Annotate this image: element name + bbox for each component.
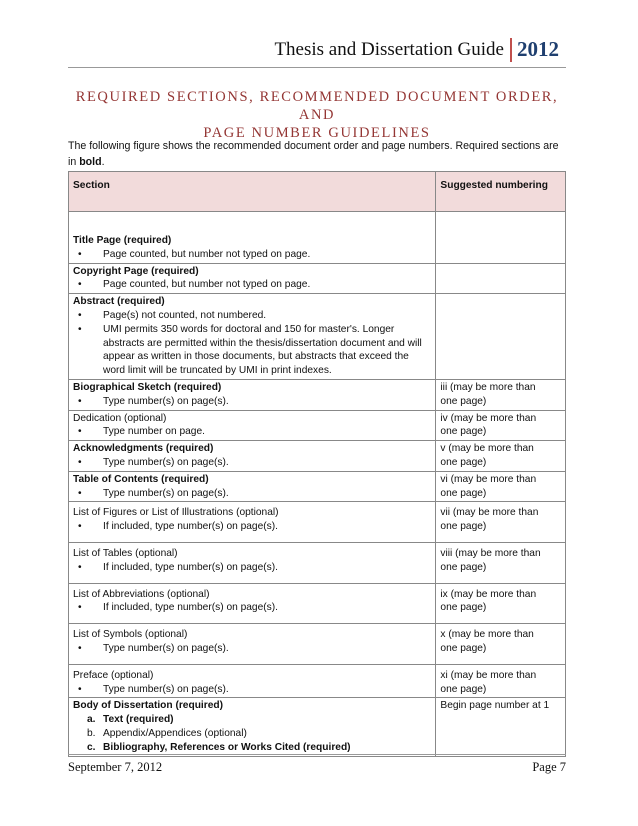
numbering-text: Begin page number at 1 xyxy=(440,700,550,712)
sub-item-letter: c. xyxy=(87,741,96,753)
intro-text: The following figure shows the recommended document order and page numbers. Required sections are in xyxy=(68,140,559,168)
bullet-text: Page counted, but number not typed on page. xyxy=(103,279,311,291)
numbering-cell xyxy=(436,471,566,502)
bullet-item xyxy=(73,642,431,656)
bullet-text: Type number(s) on page(s). xyxy=(103,456,229,468)
bullet-text: Page counted, but number not typed on page. xyxy=(103,248,311,260)
document-order-table xyxy=(68,171,566,757)
intro-paragraph xyxy=(68,138,566,170)
header-title: Thesis and Dissertation Guide xyxy=(274,39,504,60)
section-cell xyxy=(69,698,436,756)
section-cell xyxy=(69,542,436,583)
header-rule xyxy=(68,67,566,68)
numbering-cell xyxy=(436,410,566,441)
sub-item-text: Text (required) xyxy=(103,714,174,726)
numbering-text: vii (may be more than xyxy=(440,507,539,519)
numbering-text: one page) xyxy=(440,456,487,468)
header-divider xyxy=(510,38,512,62)
section-cell xyxy=(69,263,436,294)
bullet-text: Page(s) not counted, not numbered. xyxy=(103,309,267,321)
sub-item-text: Bibliography, References or Works Cited (required) xyxy=(103,741,351,753)
bullet-icon: • xyxy=(78,279,82,291)
bullet-icon: • xyxy=(78,395,82,407)
footer-date: September 7, 2012 xyxy=(68,760,163,774)
numbering-text: one page) xyxy=(440,561,487,573)
section-cell xyxy=(69,441,436,472)
numbering-cell xyxy=(436,664,566,698)
bullet-icon: • xyxy=(78,309,82,321)
table-row xyxy=(69,410,566,441)
section-cell xyxy=(69,294,436,380)
table-row xyxy=(69,624,566,665)
table-row xyxy=(69,379,566,410)
bullet-item xyxy=(73,520,431,534)
table-row xyxy=(69,441,566,472)
section-title: Abstract (required) xyxy=(73,296,165,308)
numbering-cell xyxy=(436,294,566,380)
section-cell xyxy=(69,624,436,665)
numbering-cell xyxy=(436,542,566,583)
section-title: Acknowledgments (required) xyxy=(73,443,214,455)
numbering-cell xyxy=(436,263,566,294)
numbering-cell xyxy=(436,441,566,472)
bullet-text: Type number(s) on page(s). xyxy=(103,487,229,499)
section-title: Title Page (required) xyxy=(73,235,172,246)
header-year: 2012 xyxy=(517,37,559,61)
numbering-cell xyxy=(436,624,566,665)
numbering-text: ix (may be more than xyxy=(440,588,537,600)
sub-item-text: Appendix/Appendices (optional) xyxy=(103,727,247,739)
bullet-item xyxy=(73,456,431,470)
table-row xyxy=(69,471,566,502)
section-title: List of Figures or List of Illustrations (optional) xyxy=(73,507,279,519)
bullet-icon: • xyxy=(78,521,82,533)
footer-page-number: Page 7 xyxy=(532,760,566,774)
table-row xyxy=(69,542,566,583)
footer-rule xyxy=(68,754,566,755)
sub-item xyxy=(73,713,431,727)
bullet-item xyxy=(73,278,431,292)
section-title: Body of Dissertation (required) xyxy=(73,700,223,712)
bullet-item xyxy=(73,395,431,409)
numbering-text: one page) xyxy=(440,426,487,438)
numbering-text: one page) xyxy=(440,683,487,695)
table-row xyxy=(69,698,566,756)
bullet-icon: • xyxy=(78,561,82,573)
bullet-item xyxy=(73,601,431,615)
bullet-item xyxy=(73,683,431,697)
bullet-icon: • xyxy=(78,683,82,695)
numbering-text: iii (may be more than xyxy=(440,381,536,393)
col-header-section: Section xyxy=(69,172,436,212)
bullet-text: Type number(s) on page(s). xyxy=(103,395,229,407)
table-row xyxy=(69,583,566,624)
section-title: Preface (optional) xyxy=(73,669,154,681)
bullet-icon: • xyxy=(78,248,82,260)
table-header-row xyxy=(69,172,566,212)
bullet-item xyxy=(73,487,431,501)
bullet-item xyxy=(73,561,431,575)
bullet-text: UMI permits 350 words for doctoral and 150 for master's. Longer abstracts are permitted within the thesis/dissertation document and will appear as written in those documents, but abstracts that exceed the word limit will be truncated by UMI in print indexes. xyxy=(103,323,422,377)
intro-end: . xyxy=(101,156,105,168)
numbering-text: one page) xyxy=(440,642,487,654)
numbering-text: xi (may be more than xyxy=(440,669,537,681)
section-heading xyxy=(68,88,566,142)
bullet-item xyxy=(73,425,431,439)
section-title: List of Symbols (optional) xyxy=(73,629,188,641)
bullet-icon: • xyxy=(78,426,82,438)
section-title: Biographical Sketch (required) xyxy=(73,381,222,393)
numbering-text: v (may be more than xyxy=(440,443,534,455)
numbering-cell xyxy=(436,212,566,264)
bullet-text: Type number on page. xyxy=(103,426,205,438)
bullet-icon: • xyxy=(78,487,82,499)
bullet-text: If included, type number(s) on page(s). xyxy=(103,602,278,614)
numbering-text: one page) xyxy=(440,521,487,533)
sub-item-letter: a. xyxy=(87,714,96,726)
bullet-text: If included, type number(s) on page(s). xyxy=(103,561,278,573)
numbering-text: vi (may be more than xyxy=(440,473,537,485)
bullet-text: If included, type number(s) on page(s). xyxy=(103,521,278,533)
bullet-icon: • xyxy=(78,323,82,335)
intro-bold: bold xyxy=(79,156,102,168)
table-row xyxy=(69,502,566,543)
bullet-item xyxy=(73,248,431,262)
col-header-numbering: Suggested numbering xyxy=(436,172,566,212)
numbering-cell xyxy=(436,698,566,756)
section-cell xyxy=(69,212,436,264)
numbering-text: viii (may be more than xyxy=(440,547,541,559)
section-cell xyxy=(69,379,436,410)
section-title: Dedication (optional) xyxy=(73,412,167,424)
section-title: Copyright Page (required) xyxy=(73,265,199,277)
section-title: List of Abbreviations (optional) xyxy=(73,588,210,600)
bullet-item xyxy=(73,323,431,378)
bullet-item xyxy=(73,309,431,323)
table-row xyxy=(69,212,566,264)
section-cell xyxy=(69,471,436,502)
numbering-cell xyxy=(436,379,566,410)
page-header xyxy=(0,36,560,64)
numbering-text: iv (may be more than xyxy=(440,412,537,424)
sub-item xyxy=(73,741,431,755)
numbering-text: one page) xyxy=(440,487,487,499)
numbering-text: one page) xyxy=(440,395,487,407)
bullet-icon: • xyxy=(78,456,82,468)
section-title: Table of Contents (required) xyxy=(73,473,209,485)
bullet-icon: • xyxy=(78,642,82,654)
bullet-text: Type number(s) on page(s). xyxy=(103,642,229,654)
table-row xyxy=(69,294,566,380)
table-row xyxy=(69,263,566,294)
sub-item-letter: b. xyxy=(87,727,96,739)
section-cell xyxy=(69,583,436,624)
numbering-text: one page) xyxy=(440,602,487,614)
section-cell xyxy=(69,664,436,698)
bullet-icon: • xyxy=(78,602,82,614)
numbering-cell xyxy=(436,583,566,624)
heading-line-1: REQUIRED SECTIONS, RECOMMENDED DOCUMENT ORDER, AND xyxy=(75,89,559,123)
section-cell xyxy=(69,410,436,441)
numbering-text: x (may be more than xyxy=(440,629,534,641)
bullet-text: Type number(s) on page(s). xyxy=(103,683,229,695)
section-title: List of Tables (optional) xyxy=(73,547,178,559)
section-cell xyxy=(69,502,436,543)
sub-item xyxy=(73,727,431,741)
numbering-cell xyxy=(436,502,566,543)
table-row xyxy=(69,664,566,698)
heading-line-2: PAGE NUMBER GUIDELINES xyxy=(203,125,431,141)
